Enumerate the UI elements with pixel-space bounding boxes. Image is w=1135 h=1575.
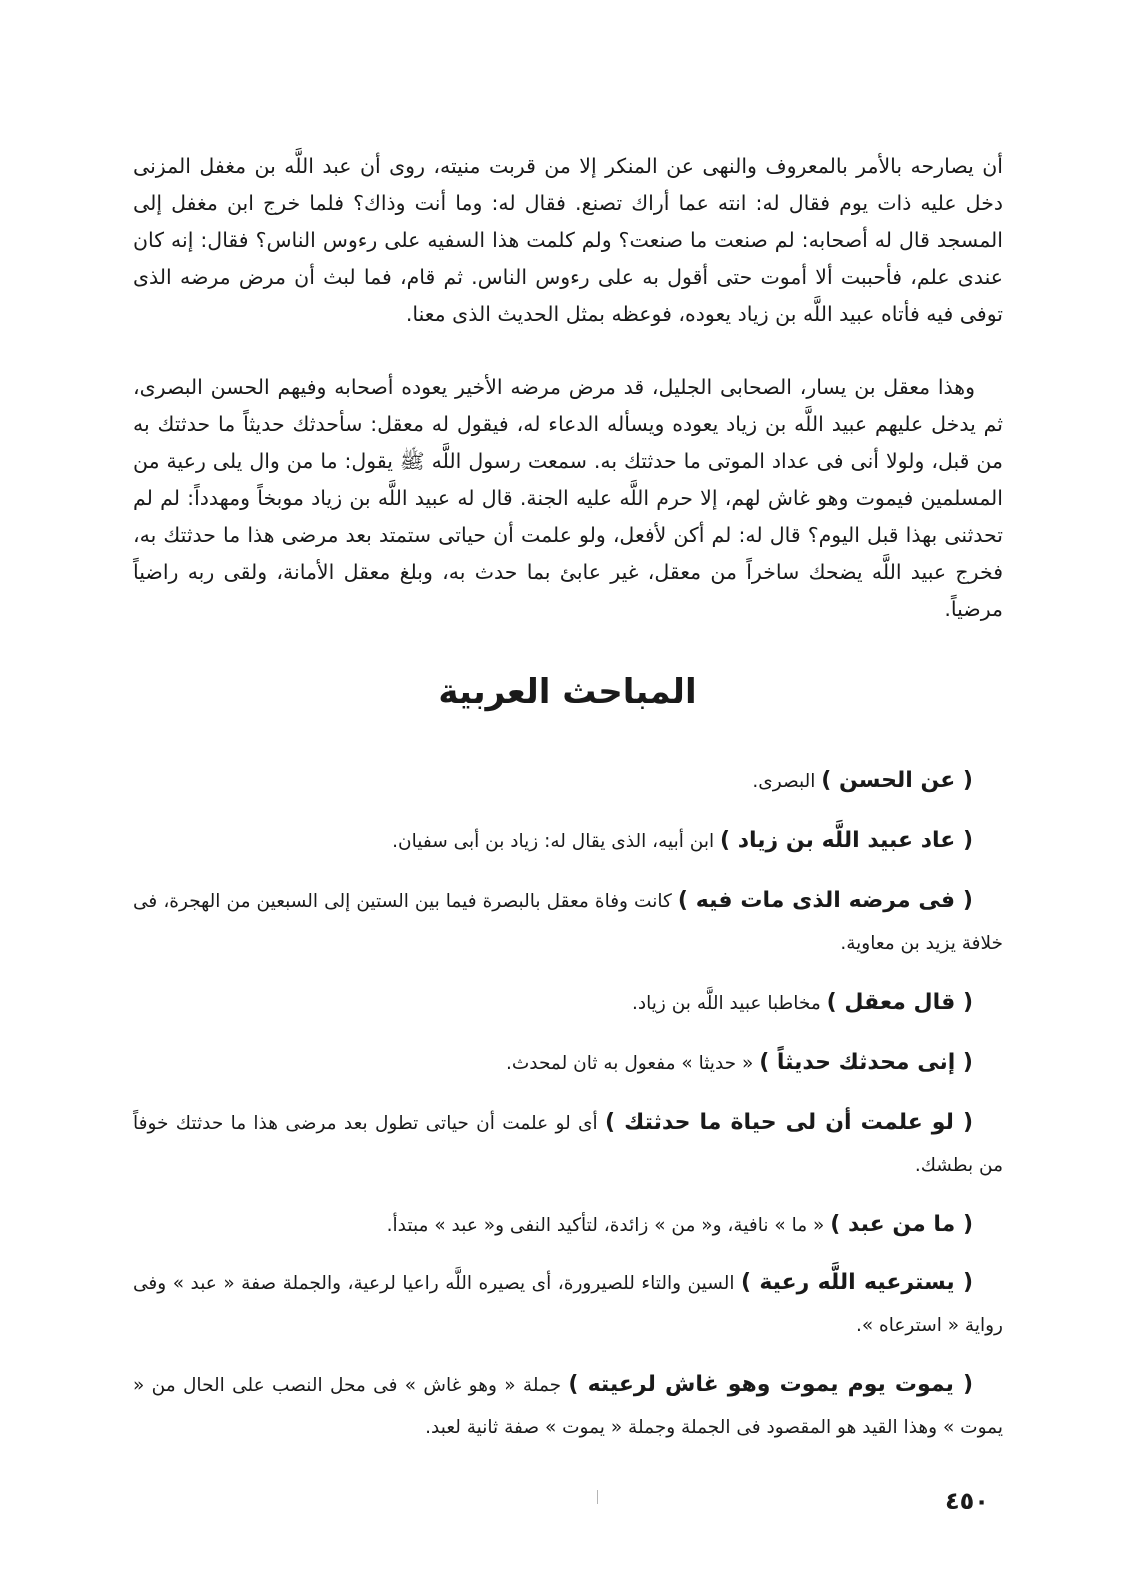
note-label: ( يسترعيه اللَّه رعية ): [740, 1270, 973, 1295]
scan-mark: [597, 1490, 598, 1504]
note-text: أى لو علمت أن حياتى تطول بعد مرضى هذا ما حدثتك خوفاً من بطشك.: [133, 1113, 1003, 1176]
note-item: [133, 1262, 1003, 1347]
note-item: [133, 1042, 1003, 1085]
note-item: [133, 880, 1003, 965]
page-number: ٤٥٠: [945, 1487, 989, 1515]
note-item: [133, 760, 1003, 803]
note-label: ( عن الحسن ): [821, 768, 973, 793]
note-text: مخاطبا عبيد اللَّه بن زياد.: [632, 993, 827, 1014]
note-item: [133, 1102, 1003, 1187]
section-heading: المباحث العربية: [438, 672, 697, 712]
note-text: كانت وفاة معقل بالبصرة فيما بين الستين إلى السبعين من الهجرة، فى خلافة يزيد بن معاوية.: [133, 891, 1003, 954]
note-label: ( ما من عبد ): [830, 1212, 973, 1237]
body-paragraph-2: وهذا معقل بن يسار، الصحابى الجليل، قد مرض مرضه الأخير يعوده أصحابه وفيهم الحسن البصرى، ثم يدخل عليهم عبيد اللَّه بن زياد يعوده ويسأله الدعاء له، فيقول له معقل: سأحدثك حديثاً ما حدثتك به من قبل، ولولا أنى فى عداد الموتى ما حدثتك به. سمعت رسول اللَّه ﷺ يقول: ما من وال يلى رعية من المسلمين فيموت وهو غاش لهم، إلا حرم اللَّه عليه الجنة. قال له عبيد اللَّه بن زياد موبخاً ومهدداً: لم لم تحدثنى بهذا قبل اليوم؟ قال له: لم أكن لأفعل، ولو علمت أن حياتى ستمتد بعد مرضى هذا ما حدثتك به، فخرج عبيد اللَّه يضحك ساخراً من معقل، غير عابئ بما حدث به، وبلغ معقل الأمانة، ولقى ربه راضياً مرضياً.: [133, 374, 1003, 621]
note-text: البصرى.: [752, 771, 822, 792]
note-label: ( يموت يوم يموت وهو غاش لرعيته ): [568, 1372, 974, 1397]
note-text: جملة « وهو غاش » فى محل النصب على الحال من « يموت » وهذا القيد هو المقصود فى الجملة وجملة « يموت » صفة ثانية لعبد.: [133, 1375, 1003, 1438]
note-label: ( فى مرضه الذى مات فيه ): [677, 888, 973, 913]
note-item: [133, 1204, 1003, 1247]
note-item: [133, 1364, 1003, 1449]
note-text: السين والتاء للصيرورة، أى يصيره اللَّه راعيا لرعية، والجملة صفة « عبد » وفى رواية « استرعاه ».: [133, 1273, 1003, 1336]
note-item: [133, 820, 1003, 863]
note-text: ابن أبيه، الذى يقال له: زياد بن أبى سفيان.: [392, 831, 720, 852]
note-text: « ما » نافية، و« من » زائدة، لتأكيد النفى و« عبد » مبتدأ.: [386, 1215, 831, 1236]
note-label: ( قال معقل ): [826, 990, 973, 1015]
note-label: ( لو علمت أن لى حياة ما حدثتك ): [604, 1110, 974, 1135]
note-item: [133, 982, 1003, 1025]
note-text: « حديثا » مفعول به ثان لمحدث.: [505, 1053, 760, 1074]
note-label: ( عاد عبيد اللَّه بن زياد ): [720, 828, 973, 853]
body-paragraph-1: أن يصارحه بالأمر بالمعروف والنهى عن المنكر إلا من قربت منيته، روى أن عبد اللَّه بن مغفل المزنى دخل عليه ذات يوم فقال له: انته عما أراك تصنع. فقال له: وما أنت وذاك؟ فلما خرج ابن مغفل إلى المسجد قال له أصحابه: لم صنعت ما صنعت؟ ولم كلمت هذا السفيه على رءوس الناس؟ فقال: إنه كان عندى علم، فأحببت ألا أموت حتى أقول به على رءوس الناس. ثم قام، فما لبث أن مرض مرضه الذى توفى فيه فأتاه عبيد اللَّه بن زياد يعوده، فوعظه بمثل الحديث الذى معنا.: [133, 153, 1003, 326]
note-label: ( إنى محدثك حديثاً ): [759, 1050, 973, 1075]
